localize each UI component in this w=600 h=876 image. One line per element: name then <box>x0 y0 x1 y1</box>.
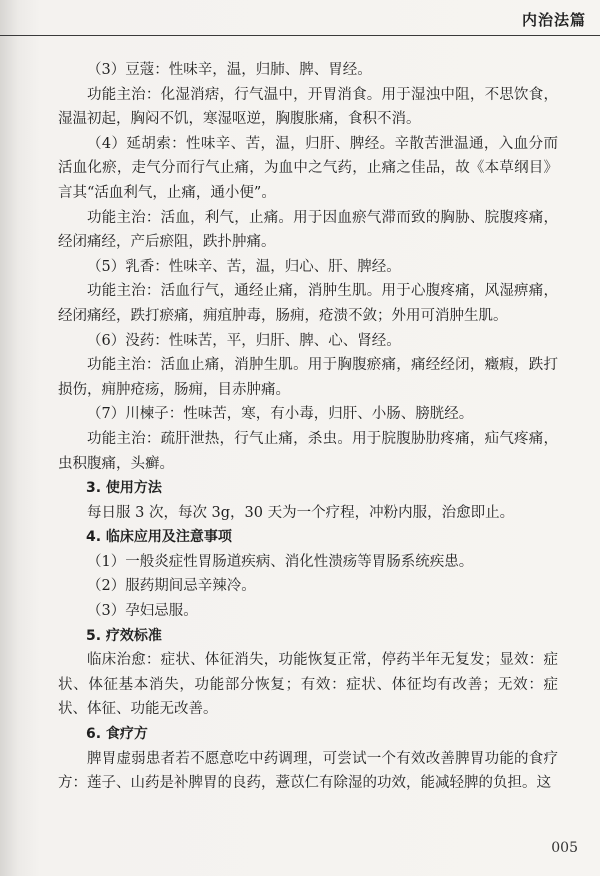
section-5-heading: 5. 疗效标准 <box>86 627 162 644</box>
herb-7-functions: 功能主治：疏肝泄热，行气止痛，杀虫。用于脘腹胁肋疼痛，疝气疼痛，虫积腹痛，头癣。 <box>58 430 558 472</box>
page-body <box>58 58 558 796</box>
section-6-heading: 6. 食疗方 <box>86 726 148 743</box>
herb-6-functions: 功能主治：活血止痛，消肿生肌。用于胸腹瘀痛，痛经经闭，癥瘕，跌打损伤，痈肿疮疡，肠痈，目赤肿痛。 <box>58 357 558 398</box>
herb-3-functions: 功能主治：化湿消痞，行气温中，开胃消食。用于湿浊中阻，不思饮食，湿温初起，胸闷不饥，寒湿呕逆，胸腹胀痛，食积不消。 <box>58 86 558 128</box>
section-4-heading: 4. 临床应用及注意事项 <box>86 529 232 546</box>
section-4-item-3: （3）孕妇忌服。 <box>87 603 198 620</box>
herb-7-properties: （7）川楝子：性味苦，寒，有小毒，归肝、小肠、膀胱经。 <box>87 406 474 423</box>
herb-5-properties: （5）乳香：性味辛、苦，温，归心、肝、脾经。 <box>87 258 401 275</box>
running-header <box>0 0 600 36</box>
herb-5-functions: 功能主治：活血行气，通经止痛，消肿生肌。用于心腹疼痛，风湿痹痛，经闭痛经，跌打瘀痛，痈疽肿毒，肠痈，疮溃不敛；外用可消肿生肌。 <box>58 283 558 324</box>
herb-6-properties: （6）没药：性味苦，平，归肝、脾、心、肾经。 <box>87 332 401 349</box>
header-rule <box>0 35 600 36</box>
page-number: 005 <box>551 840 578 856</box>
header-title: 内治法篇 <box>521 11 586 29</box>
herb-4-properties: （4）延胡索：性味辛、苦，温，归肝、脾经。辛散苦泄温通，入血分而活血化瘀，走气分而行气止痛，为血中之气药，止痛之佳品，故《本草纲目》言其“活血利气，止痛，通小便”。 <box>58 135 558 201</box>
herb-4-functions: 功能主治：活血，利气，止痛。用于因血瘀气滞而致的胸胁、脘腹疼痛，经闭痛经，产后瘀阻，跌扑肿痛。 <box>58 209 558 251</box>
section-5-text: 临床治愈：症状、体征消失，功能恢复正常，停药半年无复发；显效：症状、体征基本消失，功能部分恢复；有效：症状、体征均有改善；无效：症状、体征、功能无改善。 <box>58 652 558 718</box>
herb-3-properties: （3）豆蔻：性味辛，温，归肺、脾、胃经。 <box>87 62 372 78</box>
section-4-item-1: （1）一般炎症性胃肠道疾病、消化性溃疡等胃肠系统疾患。 <box>87 553 474 570</box>
section-3-heading: 3. 使用方法 <box>86 480 162 497</box>
section-4-item-2: （2）服药期间忌辛辣冷。 <box>87 578 256 595</box>
section-6-text: 脾胃虚弱患者若不愿意吃中药调理，可尝试一个有效改善脾胃功能的食疗方：莲子、山药是补脾胃的良药，薏苡仁有除湿的功效，能减轻脾的负担。这 <box>58 750 558 792</box>
section-3-text: 每日服 3 次，每次 3g，30 天为一个疗程，冲粉内服，治愈即止。 <box>87 504 515 521</box>
